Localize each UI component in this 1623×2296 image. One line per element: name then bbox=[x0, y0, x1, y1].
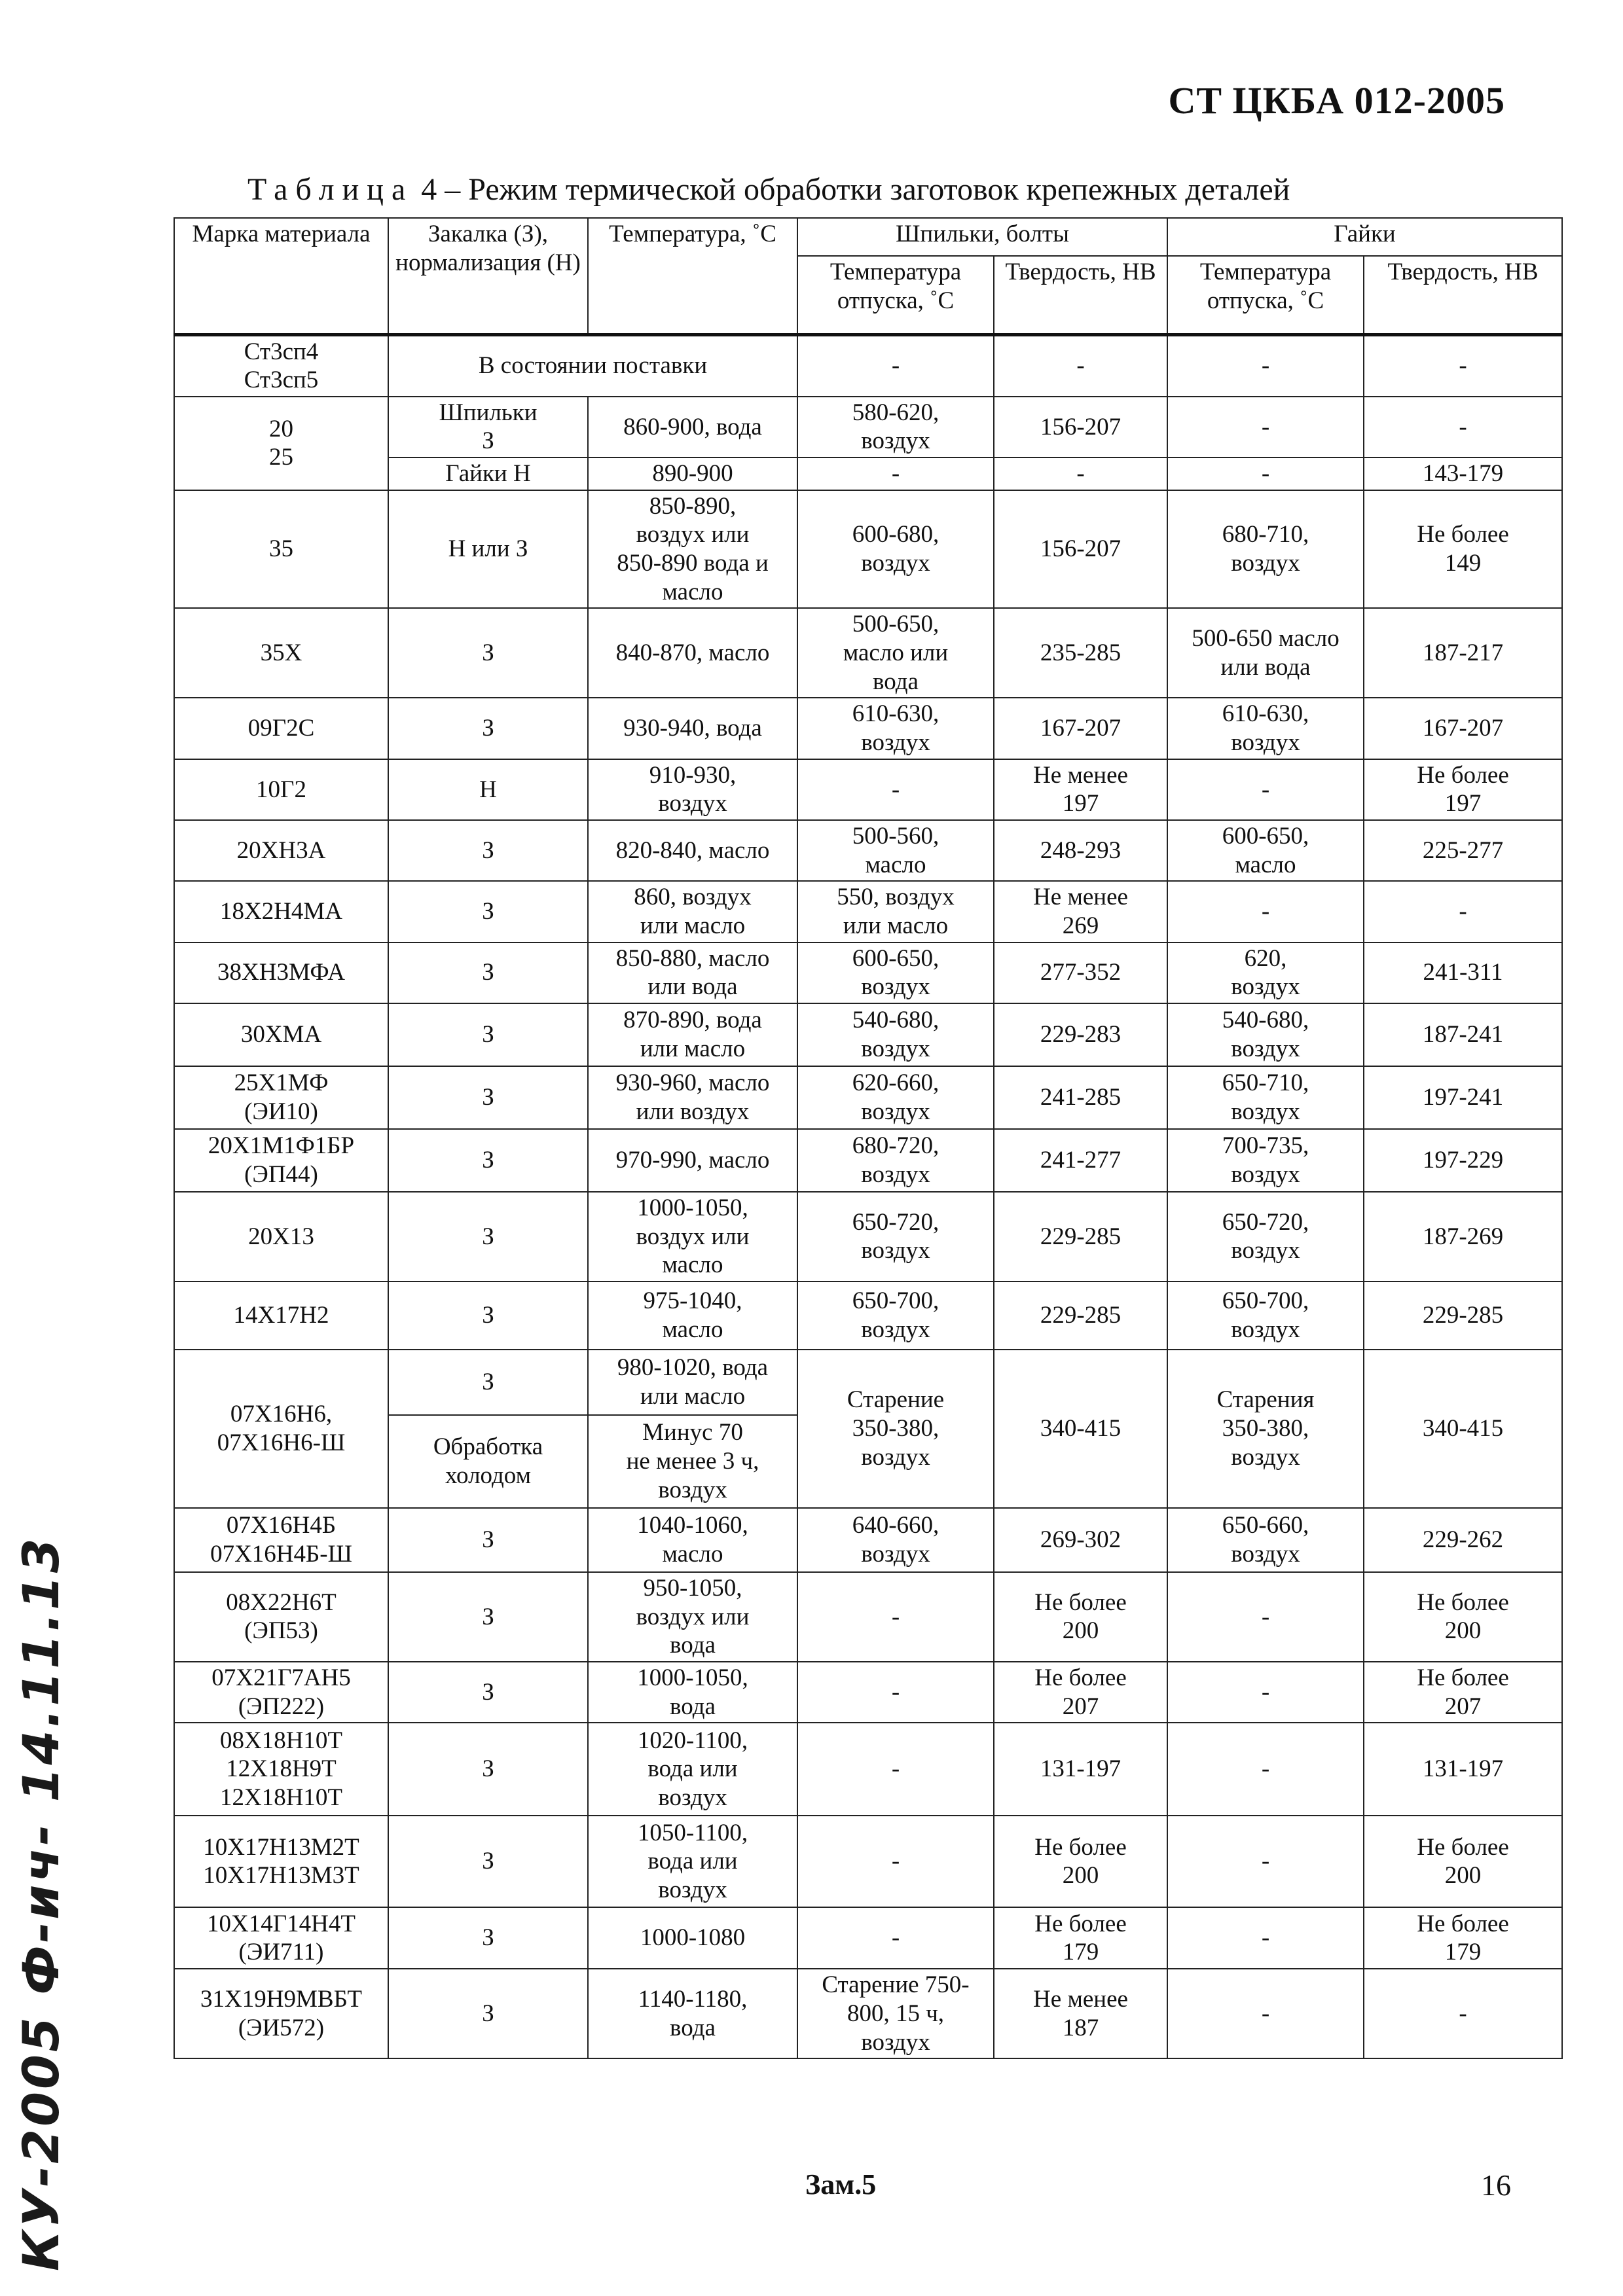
cell-temper-nuts: - bbox=[1167, 1662, 1364, 1723]
cell-temperature: 1020-1100, вода или воздух bbox=[588, 1723, 797, 1816]
cell-hardness-studs: 241-277 bbox=[994, 1129, 1167, 1192]
amendment-label: Зам.5 bbox=[805, 2168, 877, 2200]
heat-treatment-table bbox=[173, 217, 1563, 2059]
cell-hardness-studs: 229-283 bbox=[994, 1003, 1167, 1066]
table-row bbox=[174, 397, 1562, 457]
cell-temper-nuts: - bbox=[1167, 1572, 1364, 1662]
cell-material: 07Х21Г7АН5 (ЭП222) bbox=[174, 1662, 388, 1723]
cell-hardness-studs: Не более 179 bbox=[994, 1907, 1167, 1969]
cell-hardness-studs: 269-302 bbox=[994, 1508, 1167, 1572]
header-hardening: Закалка (З), нормализация (Н) bbox=[388, 218, 588, 334]
cell-temperature: 930-940, вода bbox=[588, 698, 797, 759]
cell-hardening: З bbox=[388, 881, 588, 942]
cell-temperature: 840-870, масло bbox=[588, 608, 797, 698]
cell-hardening: З bbox=[388, 1350, 588, 1415]
cell-material: 35 bbox=[174, 490, 388, 609]
cell-hardness-studs: 229-285 bbox=[994, 1192, 1167, 1282]
cell-material: 10Г2 bbox=[174, 759, 388, 820]
cell-hardness-nuts: Не более 207 bbox=[1364, 1662, 1562, 1723]
cell-temper-nuts: - bbox=[1167, 881, 1364, 942]
cell-temperature: 860, воздух или масло bbox=[588, 881, 797, 942]
cell-material: 10Х17Н13М2Т 10Х17Н13М3Т bbox=[174, 1816, 388, 1907]
page-number: 16 bbox=[1481, 2168, 1511, 2202]
cell-hardness-nuts: - bbox=[1364, 397, 1562, 457]
cell-material: 14Х17Н2 bbox=[174, 1282, 388, 1350]
table-row bbox=[174, 881, 1562, 942]
cell-hardening: З bbox=[388, 1282, 588, 1350]
cell-hardness-nuts: 197-229 bbox=[1364, 1129, 1562, 1192]
cell-temper-studs: - bbox=[797, 1572, 994, 1662]
cell-hardening: З bbox=[388, 1508, 588, 1572]
cell-temper-studs: - bbox=[797, 457, 994, 490]
cell-hardening: З bbox=[388, 1192, 588, 1282]
cell-material: 20ХН3А bbox=[174, 820, 388, 881]
cell-hardness-nuts: 131-197 bbox=[1364, 1723, 1562, 1816]
cell-hardening: З bbox=[388, 1662, 588, 1723]
cell-temper-nuts: 650-660, воздух bbox=[1167, 1508, 1364, 1572]
cell-temperature: 860-900, вода bbox=[588, 397, 797, 457]
cell-hardness-studs: 340-415 bbox=[994, 1350, 1167, 1508]
cell-hardness-studs: Не более 200 bbox=[994, 1572, 1167, 1662]
cell-hardening: Н или З bbox=[388, 490, 588, 609]
header-hardness-studs: Твердость, НВ bbox=[994, 256, 1167, 334]
cell-hardening: З bbox=[388, 608, 588, 698]
table-row bbox=[174, 1816, 1562, 1907]
cell-temper-studs: 650-720, воздух bbox=[797, 1192, 994, 1282]
table-row bbox=[174, 1350, 1562, 1415]
cell-temperature: 850-890, воздух или 850-890 вода и масло bbox=[588, 490, 797, 609]
cell-temper-studs: 600-650, воздух bbox=[797, 942, 994, 1003]
cell-temperature: 1000-1050, вода bbox=[588, 1662, 797, 1723]
cell-temper-nuts: 620, воздух bbox=[1167, 942, 1364, 1003]
cell-temper-nuts: - bbox=[1167, 1816, 1364, 1907]
cell-hardness-nuts: Не более 197 bbox=[1364, 759, 1562, 820]
cell-hardness-nuts: 229-262 bbox=[1364, 1508, 1562, 1572]
cell-hardness-studs: - bbox=[994, 457, 1167, 490]
handwritten-margin-note: КУ-2005 Ф-ич- 14.11.13 bbox=[12, 1535, 70, 2271]
table-title-text: – Режим термической обработки заготовок крепежных деталей bbox=[445, 172, 1290, 207]
header-temper-temp-studs: Температура отпуска, ˚С bbox=[797, 256, 994, 334]
cell-temper-studs: 540-680, воздух bbox=[797, 1003, 994, 1066]
cell-hardness-nuts: Не более 200 bbox=[1364, 1572, 1562, 1662]
cell-hardness-studs: 156-207 bbox=[994, 490, 1167, 609]
cell-material: 20Х1М1Ф1БР (ЭП44) bbox=[174, 1129, 388, 1192]
cell-hardness-nuts: 143-179 bbox=[1364, 457, 1562, 490]
cell-temper-nuts: 600-650, масло bbox=[1167, 820, 1364, 881]
cell-temper-nuts: 650-710, воздух bbox=[1167, 1066, 1364, 1129]
cell-hardness-studs: 248-293 bbox=[994, 820, 1167, 881]
cell-temper-nuts: 650-720, воздух bbox=[1167, 1192, 1364, 1282]
cell-hardness-nuts: - bbox=[1364, 1969, 1562, 2058]
table-title-prefix: Таблица bbox=[247, 172, 414, 207]
cell-temperature: 890-900 bbox=[588, 457, 797, 490]
cell-temperature: 1000-1050, воздух или масло bbox=[588, 1192, 797, 1282]
cell-material: 35Х bbox=[174, 608, 388, 698]
cell-temper-studs: 500-650, масло или вода bbox=[797, 608, 994, 698]
cell-hardness-studs: 235-285 bbox=[994, 608, 1167, 698]
cell-temper-studs: - bbox=[797, 759, 994, 820]
cell-temperature: 870-890, вода или масло bbox=[588, 1003, 797, 1066]
cell-material: 10Х14Г14Н4Т (ЭИ711) bbox=[174, 1907, 388, 1969]
cell-temper-studs: 640-660, воздух bbox=[797, 1508, 994, 1572]
table-title bbox=[247, 171, 1290, 207]
cell-hardness-nuts: Не более 149 bbox=[1364, 490, 1562, 609]
table-row bbox=[174, 1129, 1562, 1192]
table-row bbox=[174, 1572, 1562, 1662]
cell-hardening: З bbox=[388, 942, 588, 1003]
header-material: Марка материала bbox=[174, 218, 388, 334]
cell-temper-studs: - bbox=[797, 1907, 994, 1969]
cell-temper-nuts: 700-735, воздух bbox=[1167, 1129, 1364, 1192]
cell-hardening: З bbox=[388, 1723, 588, 1816]
cell-hardness-nuts: 225-277 bbox=[1364, 820, 1562, 881]
cell-temper-nuts: - bbox=[1167, 1723, 1364, 1816]
cell-hardness-nuts: 187-217 bbox=[1364, 608, 1562, 698]
cell-hardening: З bbox=[388, 1129, 588, 1192]
table-row bbox=[174, 1282, 1562, 1350]
cell-hardness-nuts: 229-285 bbox=[1364, 1282, 1562, 1350]
cell-temperature: 1000-1080 bbox=[588, 1907, 797, 1969]
cell-temper-studs: - bbox=[797, 1816, 994, 1907]
cell-material: 38ХН3МФА bbox=[174, 942, 388, 1003]
cell-material: 07Х16Н4Б 07Х16Н4Б-Ш bbox=[174, 1508, 388, 1572]
cell-hardness-nuts: 241-311 bbox=[1364, 942, 1562, 1003]
cell-temper-nuts: 680-710, воздух bbox=[1167, 490, 1364, 609]
cell-temper-nuts: 610-630, воздух bbox=[1167, 698, 1364, 759]
cell-temperature: 1140-1180, вода bbox=[588, 1969, 797, 2058]
cell-temper-studs: 650-700, воздух bbox=[797, 1282, 994, 1350]
header-temperature: Температура, ˚С bbox=[588, 218, 797, 334]
cell-hardness-nuts: 197-241 bbox=[1364, 1066, 1562, 1129]
cell-hardness-nuts: - bbox=[1364, 334, 1562, 397]
cell-material: 20 25 bbox=[174, 397, 388, 490]
table-row bbox=[174, 1192, 1562, 1282]
cell-hardness-nuts: - bbox=[1364, 881, 1562, 942]
cell-delivery-state: В состоянии поставки bbox=[388, 334, 797, 397]
table-row bbox=[174, 1907, 1562, 1969]
cell-hardness-studs: Не менее 197 bbox=[994, 759, 1167, 820]
cell-hardness-studs: 229-285 bbox=[994, 1282, 1167, 1350]
cell-hardness-studs: 167-207 bbox=[994, 698, 1167, 759]
table-row bbox=[174, 698, 1562, 759]
cell-material: Ст3сп4 Ст3сп5 bbox=[174, 334, 388, 397]
cell-temperature: 1040-1060, масло bbox=[588, 1508, 797, 1572]
cell-hardening: З bbox=[388, 1572, 588, 1662]
cell-temperature: 910-930, воздух bbox=[588, 759, 797, 820]
cell-temper-nuts: 540-680, воздух bbox=[1167, 1003, 1364, 1066]
cell-temper-studs: - bbox=[797, 334, 994, 397]
table-row bbox=[174, 1003, 1562, 1066]
cell-temper-studs: 620-660, воздух bbox=[797, 1066, 994, 1129]
cell-hardness-nuts: 187-241 bbox=[1364, 1003, 1562, 1066]
cell-hardness-studs: Не более 200 bbox=[994, 1816, 1167, 1907]
table-row bbox=[174, 820, 1562, 881]
cell-hardness-studs: 277-352 bbox=[994, 942, 1167, 1003]
header-hardness-nuts: Твердость, НВ bbox=[1364, 256, 1562, 334]
cell-material: 20Х13 bbox=[174, 1192, 388, 1282]
cell-temperature: 1050-1100, вода или воздух bbox=[588, 1816, 797, 1907]
cell-hardness-nuts: Не более 179 bbox=[1364, 1907, 1562, 1969]
cell-hardening: З bbox=[388, 1066, 588, 1129]
cell-material: 25Х1МФ (ЭИ10) bbox=[174, 1066, 388, 1129]
cell-material: 09Г2С bbox=[174, 698, 388, 759]
cell-temper-nuts: - bbox=[1167, 397, 1364, 457]
cell-temper-studs: 500-560, масло bbox=[797, 820, 994, 881]
cell-hardening: З bbox=[388, 1003, 588, 1066]
cell-material: 31Х19Н9МВБТ (ЭИ572) bbox=[174, 1969, 388, 2058]
cell-temper-nuts: - bbox=[1167, 1907, 1364, 1969]
cell-hardness-studs: 156-207 bbox=[994, 397, 1167, 457]
cell-temper-nuts: - bbox=[1167, 1969, 1364, 2058]
cell-hardness-nuts: 340-415 bbox=[1364, 1350, 1562, 1508]
cell-temper-studs: 680-720, воздух bbox=[797, 1129, 994, 1192]
cell-material: 30ХМА bbox=[174, 1003, 388, 1066]
cell-temperature: 820-840, масло bbox=[588, 820, 797, 881]
cell-hardening: З bbox=[388, 1969, 588, 2058]
cell-hardness-studs: Не менее 269 bbox=[994, 881, 1167, 942]
cell-temper-studs: Старение 350-380, воздух bbox=[797, 1350, 994, 1508]
cell-temperature: 930-960, масло или воздух bbox=[588, 1066, 797, 1129]
cell-temperature: 950-1050, воздух или вода bbox=[588, 1572, 797, 1662]
cell-temper-studs: 550, воздух или масло bbox=[797, 881, 994, 942]
cell-temper-nuts: 650-700, воздух bbox=[1167, 1282, 1364, 1350]
table-row bbox=[174, 1662, 1562, 1723]
cell-material: 08Х18Н10Т 12Х18Н9Т 12Х18Н10Т bbox=[174, 1723, 388, 1816]
cell-temper-studs: 580-620, воздух bbox=[797, 397, 994, 457]
cell-hardness-nuts: 187-269 bbox=[1364, 1192, 1562, 1282]
cell-hardening: З bbox=[388, 1907, 588, 1969]
cell-hardening: Шпильки З bbox=[388, 397, 588, 457]
cell-hardness-nuts: 167-207 bbox=[1364, 698, 1562, 759]
cell-temperature: 970-990, масло bbox=[588, 1129, 797, 1192]
cell-temper-studs: 600-680, воздух bbox=[797, 490, 994, 609]
table-title-number: 4 bbox=[421, 172, 437, 207]
cell-hardening: З bbox=[388, 698, 588, 759]
cell-temper-studs: Старение 750- 800, 15 ч, воздух bbox=[797, 1969, 994, 2058]
cell-hardness-studs: 131-197 bbox=[994, 1723, 1167, 1816]
table-row bbox=[174, 490, 1562, 609]
cell-hardness-studs: Не более 207 bbox=[994, 1662, 1167, 1723]
table-row bbox=[174, 1066, 1562, 1129]
cell-hardness-studs: - bbox=[994, 334, 1167, 397]
header-nuts: Гайки bbox=[1167, 218, 1562, 256]
header-studs-bolts: Шпильки, болты bbox=[797, 218, 1167, 256]
cell-temper-studs: - bbox=[797, 1662, 994, 1723]
table-row bbox=[174, 759, 1562, 820]
table-row bbox=[174, 1508, 1562, 1572]
cell-temper-studs: 610-630, воздух bbox=[797, 698, 994, 759]
cell-temperature: 850-880, масло или вода bbox=[588, 942, 797, 1003]
cell-temper-nuts: Старения 350-380, воздух bbox=[1167, 1350, 1364, 1508]
cell-temperature: 980-1020, вода или масло bbox=[588, 1350, 797, 1415]
cell-temper-nuts: - bbox=[1167, 457, 1364, 490]
header-temper-temp-nuts: Температура отпуска, ˚С bbox=[1167, 256, 1364, 334]
cell-temper-nuts: 500-650 масло или вода bbox=[1167, 608, 1364, 698]
table-row bbox=[174, 608, 1562, 698]
cell-hardness-nuts: Не более 200 bbox=[1364, 1816, 1562, 1907]
document-code: СТ ЦКБА 012-2005 bbox=[1168, 79, 1505, 122]
cell-hardening: З bbox=[388, 820, 588, 881]
cell-temper-nuts: - bbox=[1167, 334, 1364, 397]
cell-material: 18Х2Н4МА bbox=[174, 881, 388, 942]
cell-temperature: 975-1040, масло bbox=[588, 1282, 797, 1350]
cell-material: 07Х16Н6, 07Х16Н6-Ш bbox=[174, 1350, 388, 1508]
cell-temperature: Минус 70 не менее 3 ч, воздух bbox=[588, 1415, 797, 1508]
cell-temper-nuts: - bbox=[1167, 759, 1364, 820]
cell-hardening: Обработка холодом bbox=[388, 1415, 588, 1508]
table-row bbox=[174, 942, 1562, 1003]
cell-material: 08Х22Н6Т (ЭП53) bbox=[174, 1572, 388, 1662]
table-row bbox=[174, 1723, 1562, 1816]
cell-temper-studs: - bbox=[797, 1723, 994, 1816]
cell-hardness-studs: 241-285 bbox=[994, 1066, 1167, 1129]
cell-hardening: Гайки Н bbox=[388, 457, 588, 490]
cell-hardening: З bbox=[388, 1816, 588, 1907]
cell-hardness-studs: Не менее 187 bbox=[994, 1969, 1167, 2058]
table-row bbox=[174, 334, 1562, 397]
table-row bbox=[174, 1969, 1562, 2058]
cell-hardening: Н bbox=[388, 759, 588, 820]
